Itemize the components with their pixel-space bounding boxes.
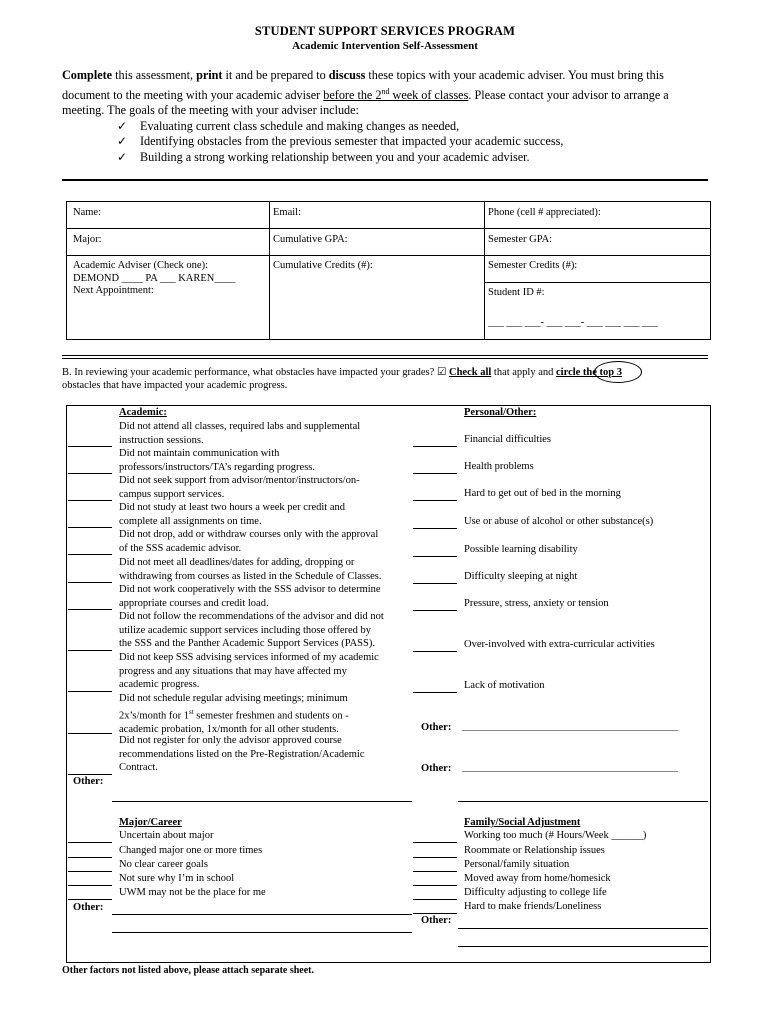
academic-check-blank[interactable] <box>68 554 112 555</box>
item-line: Contract. <box>119 762 158 774</box>
item-sup: st <box>189 707 194 716</box>
item-line: instruction sessions. <box>119 434 204 446</box>
major-check-blank[interactable] <box>68 871 112 872</box>
family-item: Difficulty adjusting to college life <box>464 887 607 898</box>
family-check-blank[interactable] <box>413 899 457 900</box>
item-line: complete all assignments on time. <box>119 515 262 527</box>
personal-check-blank[interactable] <box>413 500 457 501</box>
adviser-label: Academic Adviser (Check one): <box>73 260 208 271</box>
major-check-blank[interactable] <box>68 885 112 886</box>
personal-check-blank[interactable] <box>413 528 457 529</box>
item-line: of the SSS academic advisor. <box>119 542 242 554</box>
personal-other-line[interactable]: ________________________________________________ <box>462 722 678 732</box>
item-line: Did not attend all classes, required labs and supplemental <box>119 421 361 432</box>
student-id-label: Student ID #: <box>488 287 545 298</box>
divider-thick <box>62 179 708 181</box>
major-field[interactable]: Major: <box>73 234 102 245</box>
academic-adviser-field[interactable] <box>73 260 235 298</box>
cumulative-gpa-field[interactable]: Cumulative GPA: <box>273 234 348 245</box>
item-line: Did not register for only the advisor approved course <box>119 735 342 746</box>
academic-item <box>119 734 365 775</box>
divider <box>62 358 708 359</box>
item-line: professors/instructors/TA’s regarding progress. <box>119 461 315 473</box>
footer-note: Other factors not listed above, please attach separate sheet. <box>62 965 314 976</box>
family-other-label: Other: <box>421 915 452 926</box>
personal-item: Hard to get out of bed in the morning <box>464 488 621 499</box>
academic-item <box>119 651 379 692</box>
checkmark-icon: ✓ <box>117 149 128 164</box>
academic-check-blank[interactable] <box>68 691 112 692</box>
family-item: Working too much (# Hours/Week ______) <box>464 830 647 841</box>
academic-check-blank[interactable] <box>68 609 112 610</box>
major-career-heading: Major/Career <box>119 817 182 828</box>
academic-check-blank[interactable] <box>68 650 112 651</box>
academic-item <box>119 583 381 610</box>
academic-check-blank[interactable] <box>68 582 112 583</box>
student-info-table <box>66 201 711 340</box>
major-item: Changed major one or more times <box>119 845 263 856</box>
academic-check-blank[interactable] <box>68 733 112 734</box>
major-other-label: Other: <box>73 902 104 913</box>
row-divider <box>484 282 710 283</box>
intro-text-4: . Please contact your advisor to arrange a meeting. The goals of the meeting with your adviser include: <box>62 87 669 118</box>
major-check-blank[interactable] <box>68 899 112 900</box>
academic-check-blank[interactable] <box>68 500 112 501</box>
personal-other-line[interactable]: ________________________________________________ <box>462 763 678 773</box>
family-check-blank[interactable] <box>413 871 457 872</box>
personal-check-blank[interactable] <box>413 583 457 584</box>
col-divider <box>269 202 270 339</box>
item-line: academic probation, 1x/month for all other students. <box>119 723 339 735</box>
family-check-blank[interactable] <box>413 842 457 843</box>
personal-other-label: Other: <box>421 763 452 774</box>
name-field[interactable]: Name: <box>73 207 101 218</box>
cumulative-credits-field[interactable]: Cumulative Credits (#): <box>273 260 373 271</box>
major-check-blank[interactable] <box>68 857 112 858</box>
item-line <box>119 706 349 723</box>
intro-print: print <box>196 68 223 82</box>
goals-list <box>62 119 712 166</box>
family-item: Hard to make friends/Loneliness <box>464 901 602 912</box>
major-check-blank[interactable] <box>68 842 112 843</box>
item-line: Did not study at least two hours a week per credit and <box>119 502 345 513</box>
personal-item: Pressure, stress, anxiety or tension <box>464 598 609 609</box>
academic-item <box>119 528 378 555</box>
row-divider <box>67 255 710 256</box>
item-line: the SSS and the Panther Academic Support Services (PASS). <box>119 638 375 650</box>
item-line: Did not follow the recommendations of the advisor and did not <box>119 611 384 622</box>
personal-heading: Personal/Other: <box>464 407 537 418</box>
item-line: campus support services. <box>119 488 225 500</box>
next-appointment-field[interactable]: Next Appointment: <box>73 285 154 296</box>
family-item: Roommate or Relationship issues <box>464 845 605 856</box>
family-other-line[interactable] <box>458 928 708 929</box>
personal-item: Over-involved with extra-curricular activities <box>464 639 655 650</box>
major-item: UWM may not be the place for me <box>119 887 266 898</box>
intro-paragraph <box>62 68 712 165</box>
academic-item <box>119 692 349 736</box>
personal-check-blank[interactable] <box>413 556 457 557</box>
intro-deadline-sup: nd <box>381 86 390 96</box>
item-line-b: semester freshmen and students on - <box>193 710 349 722</box>
academic-item <box>119 447 315 474</box>
item-line: Did not meet all deadlines/dates for adding, dropping or <box>119 557 355 568</box>
personal-check-blank[interactable] <box>413 473 457 474</box>
personal-item: Health problems <box>464 461 534 472</box>
intro-deadline <box>323 88 468 102</box>
major-item: Uncertain about major <box>119 830 214 841</box>
family-other-line[interactable] <box>458 946 708 947</box>
family-check-blank[interactable] <box>413 885 457 886</box>
item-line: Did not schedule regular advising meetings; minimum <box>119 693 348 704</box>
question-mid: that apply and <box>491 367 557 378</box>
item-line: recommendations listed on the Pre-Registration/Academic <box>119 748 365 760</box>
family-item: Moved away from home/homesick <box>464 873 611 884</box>
major-other-line[interactable] <box>112 914 412 915</box>
personal-item: Lack of motivation <box>464 680 545 691</box>
adviser-options[interactable]: DEMOND ____ PA ___ KAREN____ <box>73 272 236 284</box>
personal-divider-line <box>458 801 708 802</box>
item-line: utilize academic support services including those offered by <box>119 624 372 636</box>
personal-item: Difficulty sleeping at night <box>464 571 578 582</box>
academic-item <box>119 501 345 528</box>
circle-top-3-text: circle the top 3 <box>556 367 623 378</box>
row-divider <box>67 228 710 229</box>
semester-gpa-field[interactable]: Semester GPA: <box>488 234 553 245</box>
goal-text: Building a strong working relationship between you and your academic adviser. <box>140 149 530 164</box>
academic-item <box>119 474 360 501</box>
question-text: B. In reviewing your academic performance, what obstacles have impacted your grades? <box>62 367 437 378</box>
item-line-a: 2x’s/month for 1 <box>119 710 189 722</box>
intro-text-2: it and be prepared to <box>222 68 329 82</box>
checkmark-icon: ✓ <box>117 134 128 149</box>
academic-check-blank[interactable] <box>68 446 112 447</box>
personal-other-label: Other: <box>421 722 452 733</box>
checkbox-icon: ☑ <box>436 367 447 378</box>
phone-field[interactable]: Phone (cell # appreciated): <box>488 207 601 218</box>
form-subtitle: Academic Intervention Self-Assessment <box>292 40 478 52</box>
personal-check-blank[interactable] <box>413 651 457 652</box>
academic-item <box>119 610 384 651</box>
academic-other-label: Other: <box>73 776 104 787</box>
intro-complete: Complete <box>62 68 113 82</box>
goal-text: Evaluating current class schedule and making changes as needed, <box>140 118 460 133</box>
academic-item <box>119 420 360 447</box>
family-social-heading: Family/Social Adjustment <box>464 817 581 828</box>
major-other-line[interactable] <box>112 932 412 933</box>
academic-other-line[interactable] <box>112 801 412 802</box>
item-line: Did not drop, add or withdraw courses only with the approval <box>119 529 379 540</box>
academic-check-blank[interactable] <box>68 473 112 474</box>
student-id-field[interactable]: ___ ___ ___- ___ ___- ___ ___ ___ ___ <box>488 317 658 328</box>
intro-discuss: discuss <box>328 68 366 82</box>
item-line: academic progress. <box>119 679 200 691</box>
academic-item <box>119 556 381 583</box>
form-title: STUDENT SUPPORT SERVICES PROGRAM <box>254 24 516 38</box>
personal-item: Possible learning disability <box>464 544 578 555</box>
check-all-text: Check all <box>448 367 492 378</box>
goal-text: Identifying obstacles from the previous semester that impacted your academic success, <box>140 134 564 149</box>
item-line: progress and any situations that may have affected my <box>119 665 347 677</box>
item-line: Did not maintain communication with <box>119 448 280 459</box>
goal-item <box>62 119 712 135</box>
major-item: Not sure why I’m in school <box>119 873 235 884</box>
circle-annotation <box>594 361 642 383</box>
goal-item <box>62 150 712 166</box>
item-line: appropriate courses and credit load. <box>119 597 269 609</box>
item-line: Did not keep SSS advising services informed of my academic <box>119 652 379 663</box>
divider <box>62 355 708 356</box>
academic-heading: Academic: <box>119 407 167 418</box>
family-item: Personal/family situation <box>464 859 570 870</box>
checkmark-icon: ✓ <box>117 118 128 133</box>
item-line: withdrawing from courses as listed in the Schedule of Classes. <box>119 570 382 582</box>
intro-text-1: this assessment, <box>112 68 197 82</box>
academic-check-blank[interactable] <box>68 527 112 528</box>
personal-item: Financial difficulties <box>464 434 551 445</box>
question-line2: obstacles that have impacted your academic progress. <box>62 380 288 391</box>
item-line: Did not work cooperatively with the SSS advisor to determine <box>119 584 381 595</box>
email-field[interactable]: Email: <box>273 207 301 218</box>
family-check-blank[interactable] <box>413 857 457 858</box>
semester-credits-field[interactable]: Semester Credits (#): <box>488 260 578 271</box>
personal-item: Use or abuse of alcohol or other substance(s) <box>464 516 654 527</box>
intro-deadline-b: week of classes <box>389 87 469 102</box>
item-line: Did not seek support from advisor/mentor/instructors/on- <box>119 475 360 486</box>
personal-check-blank[interactable] <box>413 610 457 611</box>
col-divider <box>484 202 485 339</box>
intro-deadline-a: before the 2 <box>323 87 382 102</box>
goal-item <box>62 134 712 150</box>
personal-check-blank[interactable] <box>413 446 457 447</box>
personal-check-blank[interactable] <box>413 692 457 693</box>
intro-text-3: these topics with your academic adviser. You must bring this document to the meeting with your academic adviser <box>62 68 664 102</box>
major-item: No clear career goals <box>119 859 208 870</box>
